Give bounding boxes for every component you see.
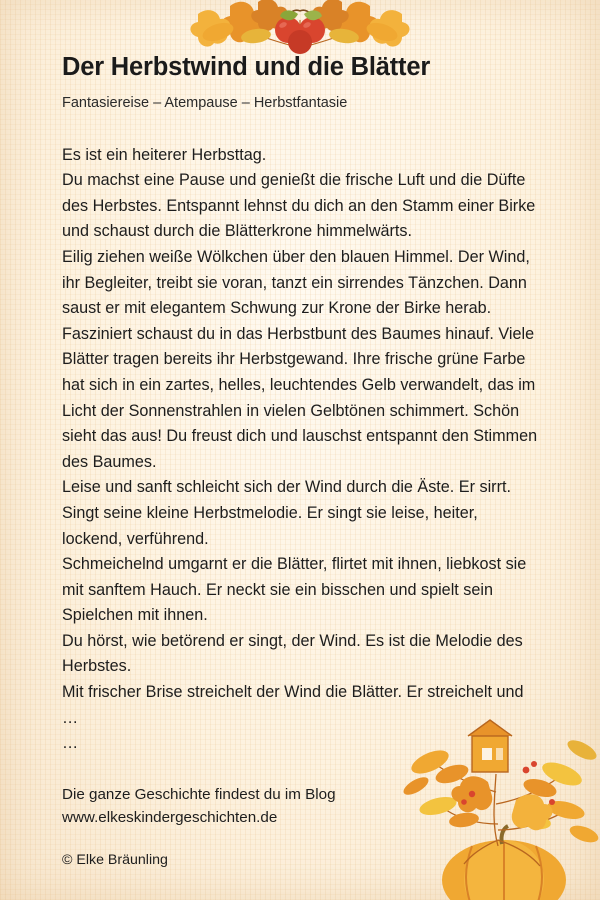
autumn-leaves-pumpkin-lantern-icon [376,674,600,900]
page-subtitle: Fantasiereise – Atempause – Herbstfantasie [62,94,348,111]
blog-intro-text: Die ganze Geschichte findest du im Blog [62,785,336,803]
paragraph: Leise und sanft schleicht sich der Wind durch die Äste. Er sirrt. Singt seine kleine Herbstmelodie. Er singt sie leise, heiter, lockend, verführend. [62,478,511,548]
story-body [62,143,540,757]
paragraph: Du hörst, wie betörend er singt, der Wind. Es ist die Melodie des Herbstes. [62,631,523,676]
paragraph: Schmeichelnd umgarnt er die Blätter, flirtet mit ihnen, liebkost sie mit sanftem Hauch. Er neckt sie ein bisschen und spielt sein Spielchen mit ihnen. [62,555,527,625]
blog-url-link[interactable]: www.elkeskindergeschichten.de [62,809,278,827]
paragraph: Eilig ziehen weiße Wölkchen über den blauen Himmel. Der Wind, ihr Begleiter, treibt sie voran, tanzt ein sirrendes Tänzchen. Dann saust er mit elegantem Schwung zur Krone der Birke herab. [62,247,530,318]
page-title: Der Herbstwind und die Blätter [62,53,431,81]
paragraph: Es ist ein heiterer Herbsttag. [62,145,267,164]
paragraph: Fasziniert schaust du in das Herbstbunt des Baumes hinauf. Viele Blätter tragen bereits ihr Herbstgewand. Ihre frische grüne Farbe hat sich in ein zartes, helles, leuchtendes Gelb verwandelt, das im Licht der Sonnenstrahlen in vielen Gelbtönen schimmert. Schön sieht das aus! Du freust dich und lauschst entspannt den Stimmen des Baumes. [62,324,538,471]
paragraph: Mit frischer Brise streichelt der Wind die Blätter. Er streichelt und … [62,683,524,727]
paragraph: Du machst eine Pause und genießt die frische Luft und die Düfte des Herbstes. Entspannt lehnst du dich an den Stamm einer Birke und schaust durch die Blätterkrone himmelwärts. [62,171,536,241]
paragraph-ellipsis: … [62,734,79,753]
copyright-notice: © Elke Bräunling [62,851,168,868]
